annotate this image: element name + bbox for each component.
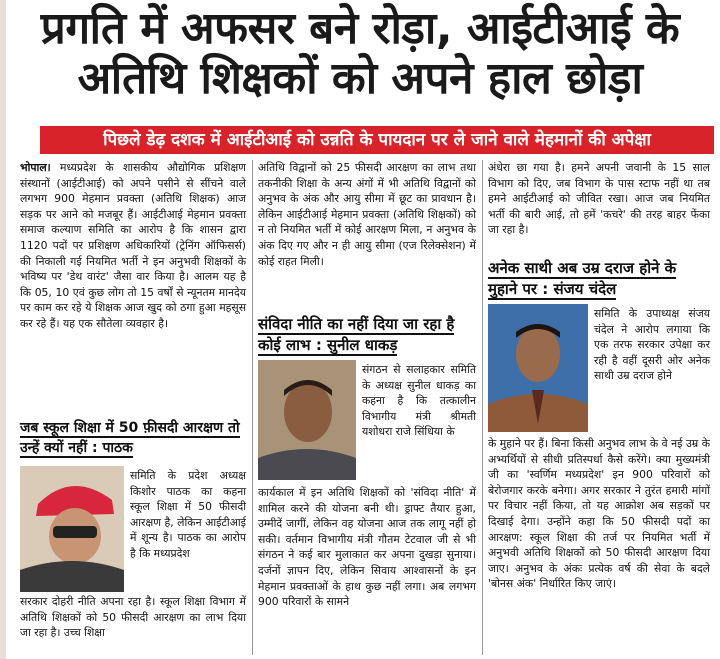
column-divider-1 — [252, 160, 253, 655]
column-2-paragraph-3: कार्यकाल में इन अतिथि शिक्षकों को 'संविदा नीति' में शामिल करने की योजना बनी थी। ड्राफ्ट तैयार हुआ, उम्मीदें जागीं, लेकिन वह योजना आज तक लागू नहीं हो सकी। वर्तमान विभागीय मंत्री गौतम टेटवाल जी से भी संगठन ने कई बार मुलाकात कर अपना दुखड़ा सुनाया। दर्जनों ज्ञापन दिए, लेकिन सिवाय आश्वासनों के इन मेहमान प्रवक्ताओं के हाथ कुछ नहीं लगा। अब लगभग 900 परिवारों के सामने — [258, 486, 476, 609]
column-2-paragraph-1: अतिथि विद्वानों को 25 फीसदी आरक्षण का लाभ तथा तकनीकी शिक्षा के अन्य अंगों में भी अतिथि विद्वानों को अनुभव के अंक और आयु सीमा में छूट का प्रावधान है। लेकिन आईटीआई मेहमान प्रवक्ता (अतिथि शिक्षकों) को न तो नियमित भर्ती में कोई आरक्षण मिला, न अनुभव के अंक दिए गए और न ही आयु सीमा (एज रिलेक्सेशन) में कोई राहत मिली। — [258, 161, 476, 268]
column-3-paragraph-3: के मुहाने पर हैं। बिना किसी अनुभव लाभ के वे नई उम्र के अभ्यर्थियों से सीधी प्रतिस्पर्धा कैसे करेंगे। क्या मुख्यमंत्री जी का 'स्वर्णिम मध्यप्रदेश' इन 900 परिवारों को बेरोजगार करके बनेगा। अगर सरकार ने तुरंत हमारी मांगों पर विचार नहीं किया, तो यह आक्रोश अब सड़कों पर दिखाई देगा। उन्होंने कहा कि 50 फीसदी पदों का आरक्षण: स्कूल शिक्षा की तर्ज पर नियमित भर्ती में अनुभवी अतिथि शिक्षकों को 50 फीसदी आरक्षण दिया जाए। अनुभव के अंकः प्रत्येक वर्ष की सेवा के बदले 'बोनस अंक' निर्धारित किए जाएं। — [488, 437, 710, 591]
column-1-paragraph-2: समिति के प्रदेश अध्यक्ष किशोर पाठक का कहना स्कूल शिक्षा में 50 फीसदी आरक्षण है, लेकिन आईटीआई में शून्य है। पाठक का आरोप है कि मध्यप्रदेश — [130, 469, 246, 560]
portrait-image — [258, 360, 356, 480]
column-1-body — [20, 160, 246, 332]
headline-line-2: अतिथि शिक्षकों को अपने हाल छोड़ा — [77, 53, 643, 104]
photo-kishore-pathak — [20, 466, 124, 592]
column-2-subheading: संविदा नीति का नहीं दिया जा रहा है कोई लाभ : सुनील धाकड़ — [258, 315, 455, 354]
headline-line-1: प्रगति में अफसर बने रोड़ा, आईटीआई के — [40, 3, 680, 54]
column-3-paragraph-1: अंधेरा छा गया है। हमने अपनी जवानी के 15 साल विभाग को दिए, जब विभाग के पास स्टाफ नहीं था तब हमने आईटीआई को जीवित रखा। आज जब नियमित भर्ती की बारी आई, तो हमें 'कचरे' की तरह बाहर फेंका जा रहा है। — [488, 161, 710, 237]
column-1-subheading: जब स्कूल शिक्षा में 50 फ़ीसदी आरक्षण तो उन्हें क्यों नहीं : पाठक — [20, 420, 240, 456]
column-2-paragraph-2: संगठन से सलाहकार समिति के अध्यक्ष सुनील धाकड़ का कहना है कि तत्कालीन विभागीय मंत्री श्रीमती यशोधरा राजे सिंधिया के — [362, 363, 476, 439]
photo-sanjay-chandel — [488, 304, 588, 432]
portrait-image — [488, 304, 588, 432]
column-1-paragraph-3: सरकार दोहरी नीति अपना रहा है। स्कूल शिक्षा विभाग में अतिथि शिक्षकों को 50 फीसदी आरक्षण का लाभ दिया जा रहा है। उच्च शिक्षा — [20, 595, 246, 640]
strap-banner: पिछले डेढ़ दशक में आईटीआई को उन्नति के पायदान पर ले जाने वाले मेहमानों की अपेक्षा — [40, 126, 714, 154]
photo-sunil-dhakad — [258, 360, 356, 480]
column-3-paragraph-2: समिति के उपाध्यक्ष संजय चंदेल ने आरोप लगाया कि एक तरफ सरकार उपेक्षा कर रही है वहीं दूसरी ओर अनेक साथी उम्र दराज होने — [594, 307, 710, 383]
dateline: भोपाल। — [20, 161, 51, 174]
column-3-subheading: अनेक साथी अब उम्र दराज होने के मुहाने पर : संजय चंदेल — [488, 259, 677, 298]
column-1-paragraph-1: मध्यप्रदेश के शासकीय औद्योगिक प्रशिक्षण संस्थानों (आईटीआई) को अपने पसीने से सींचने वाले लगभग 900 मेहमान प्रवक्ता (अतिथि शिक्षक) आज सड़क पर आने को मजबूर हैं। आईटीआई मेहमान प्रवक्ता समाज कल्याण समिति का आरोप है कि शासन द्वारा 1120 पदों पर प्रशिक्षण अधिकारियों (ट्रेनिंग ऑफिसर्स) की निकाली गई नियमित भर्ती ने इन अनुभवी शिक्षकों के भविष्य पर 'डेथ वारंट' जैसा वार किया है। आलम यह है कि 05, 10 एवं कुछ लोग तो 15 वर्षों से न्यूनतम मानदेय पर काम कर रहे ये शिक्षक आज खुद को ठगा हुआ महसूस कर रहे हैं। यह एक सौतेला व्यवहार है। — [20, 161, 246, 330]
portrait-image — [20, 466, 124, 592]
column-divider-2 — [482, 160, 483, 655]
